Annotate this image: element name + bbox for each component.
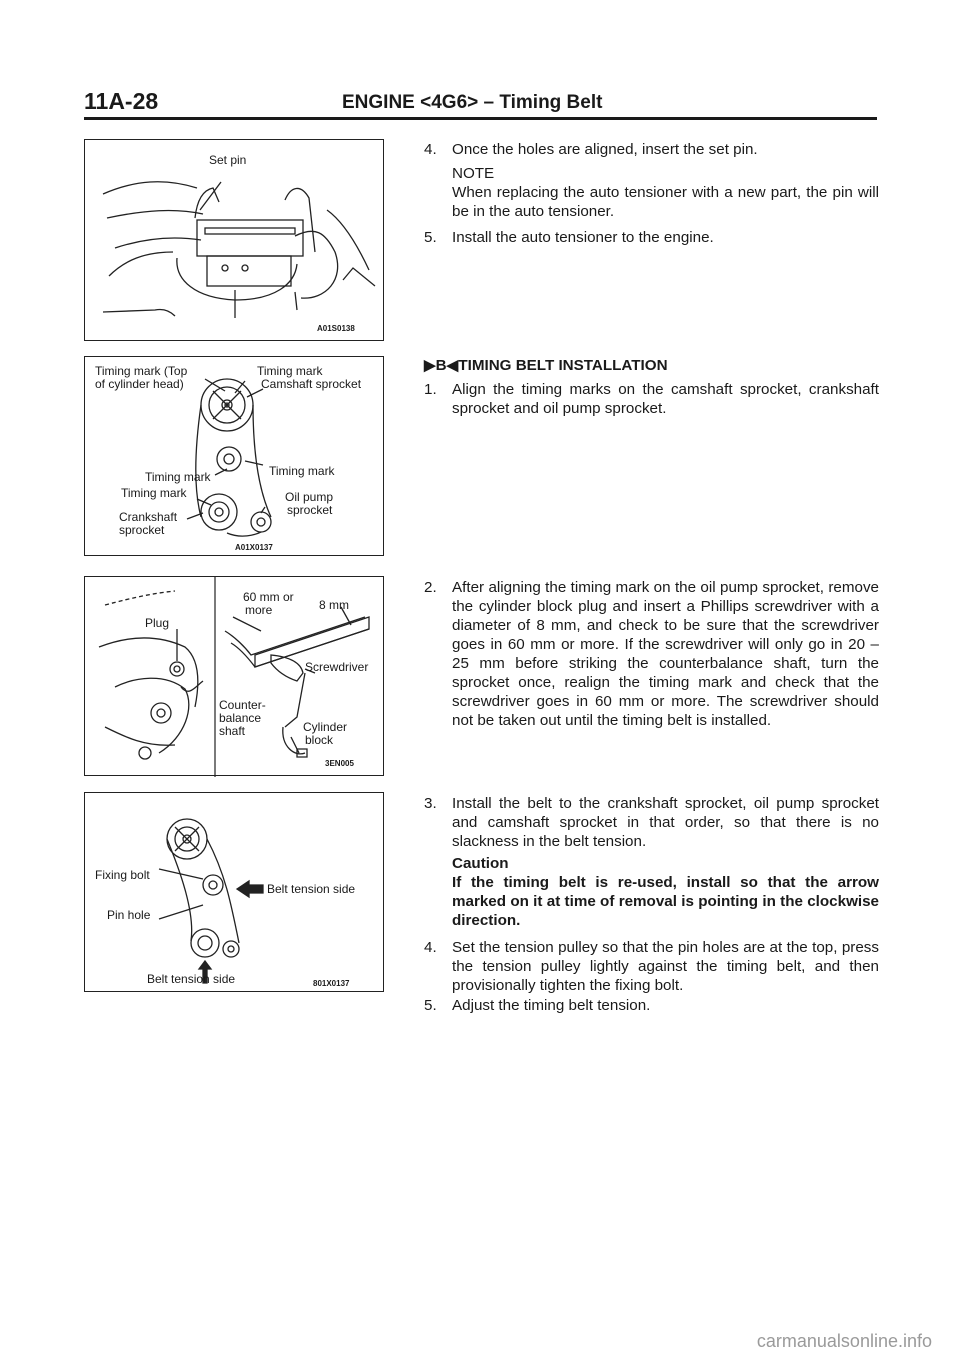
label-belt-tension-side-right: Belt tension side xyxy=(267,882,356,896)
label-timing-mark-low: Timing mark xyxy=(121,486,187,500)
install-step-5 xyxy=(424,996,879,1015)
label-eight-mm: 8 mm xyxy=(319,598,349,612)
step-number: 4. xyxy=(424,141,437,158)
label-plug: Plug xyxy=(145,616,170,630)
step-number: 4. xyxy=(424,939,437,956)
step-number: 2. xyxy=(424,579,437,596)
caution-heading: Caution xyxy=(452,855,509,872)
figure-belt-tension xyxy=(84,792,384,992)
step-text: Adjust the timing belt tension. xyxy=(452,997,651,1014)
label-cylinder: Cylinder xyxy=(303,720,348,734)
label-pin-hole: Pin hole xyxy=(107,908,151,922)
figure-code: 801X0137 xyxy=(313,979,350,988)
label-timing-mark-cam: Timing mark xyxy=(257,364,323,378)
step-number: 1. xyxy=(424,381,437,398)
page-number: 11A-28 xyxy=(84,88,159,114)
step-4-set-pin xyxy=(424,140,879,159)
install-step-1 xyxy=(424,380,879,418)
label-sixty-mm: 60 mm or xyxy=(243,590,294,604)
set-pin-illustration xyxy=(85,140,385,342)
install-step-4 xyxy=(424,938,879,995)
step-5-install-tensioner xyxy=(424,228,879,247)
step-text: Install the belt to the crankshaft sprocket, oil pump sprocket and camshaft sprocket in that order, so that there is no slackness in the belt tension. xyxy=(452,795,879,850)
label-camshaft-sprocket: Camshaft sprocket xyxy=(261,377,362,391)
label-timing-mark-mid-right: Timing mark xyxy=(269,464,335,478)
label-oil-pump: Oil pump xyxy=(285,490,334,504)
step-number: 5. xyxy=(424,997,437,1014)
label-more: more xyxy=(245,603,273,617)
label-shaft: shaft xyxy=(219,724,246,738)
figure-set-pin xyxy=(84,139,384,341)
header-rule xyxy=(84,117,877,120)
section-marker: ▶B◀ xyxy=(424,357,459,374)
step-text: Set the tension pulley so that the pin holes are at the top, press the tension pulley lightly against the timing belt, and then provisionally tighten the fixing bolt. xyxy=(452,939,879,994)
caution-text: If the timing belt is re-used, install so that the arrow marked on it at time of removal is pointing in the clockwise direction. xyxy=(452,874,879,929)
figure-timing-marks xyxy=(84,356,384,556)
figure-code: A01S0138 xyxy=(317,324,355,333)
label-of-cylinder-head: of cylinder head) xyxy=(95,377,184,391)
figure-code: A01X0137 xyxy=(235,543,273,552)
label-balance: balance xyxy=(219,711,262,725)
section-heading xyxy=(424,356,668,374)
page-title: ENGINE <4G6> – Timing Belt xyxy=(342,92,603,113)
label-fixing-bolt: Fixing bolt xyxy=(95,868,150,882)
watermark: carmanualsonline.info xyxy=(756,1331,932,1351)
label-sprocket-right: sprocket xyxy=(287,503,333,517)
label-belt-tension-side-bottom: Belt tension side xyxy=(147,972,236,986)
step-number: 3. xyxy=(424,795,437,812)
note-heading: NOTE xyxy=(452,165,495,182)
figure-code: 3EN005 xyxy=(325,759,354,768)
step-text: After aligning the timing mark on the oil pump sprocket, remove the cylinder block plug and insert a Phillips screwdriver with a diameter of 8 mm, and check to be sure that the screwdriver goes in 60 mm or more. If the screwdriver will only go in 20 – 25 mm before striking the counterbalance shaft, turn the sprocket once, realign the timing mark and check that the screwdriver goes in 60 mm or more. The screwdriver should not be taken out until the timing belt is installed. xyxy=(452,579,879,729)
label-screwdriver: Screwdriver xyxy=(305,660,369,674)
label-timing-mark-top: Timing mark (Top xyxy=(95,364,188,378)
label-set-pin: Set pin xyxy=(209,153,247,167)
label-counter: Counter- xyxy=(219,698,266,712)
step-text: Install the auto tensioner to the engine. xyxy=(452,229,714,246)
section-title: TIMING BELT INSTALLATION xyxy=(458,357,668,374)
figure-plug-screwdriver xyxy=(84,576,384,776)
step-text: Once the holes are aligned, insert the set pin. xyxy=(452,141,758,158)
label-block: block xyxy=(305,733,334,747)
label-crankshaft: Crankshaft xyxy=(119,510,178,524)
step-text: Align the timing marks on the camshaft sprocket, crankshaft sprocket and oil pump sprocket. xyxy=(452,381,879,417)
note-text: When replacing the auto tensioner with a new part, the pin will be in the auto tensioner. xyxy=(452,184,879,220)
label-timing-mark-mid-left: Timing mark xyxy=(145,470,211,484)
install-step-2 xyxy=(424,578,879,730)
install-step-3 xyxy=(424,794,879,851)
step-number: 5. xyxy=(424,229,437,246)
label-sprocket-left: sprocket xyxy=(119,523,165,537)
